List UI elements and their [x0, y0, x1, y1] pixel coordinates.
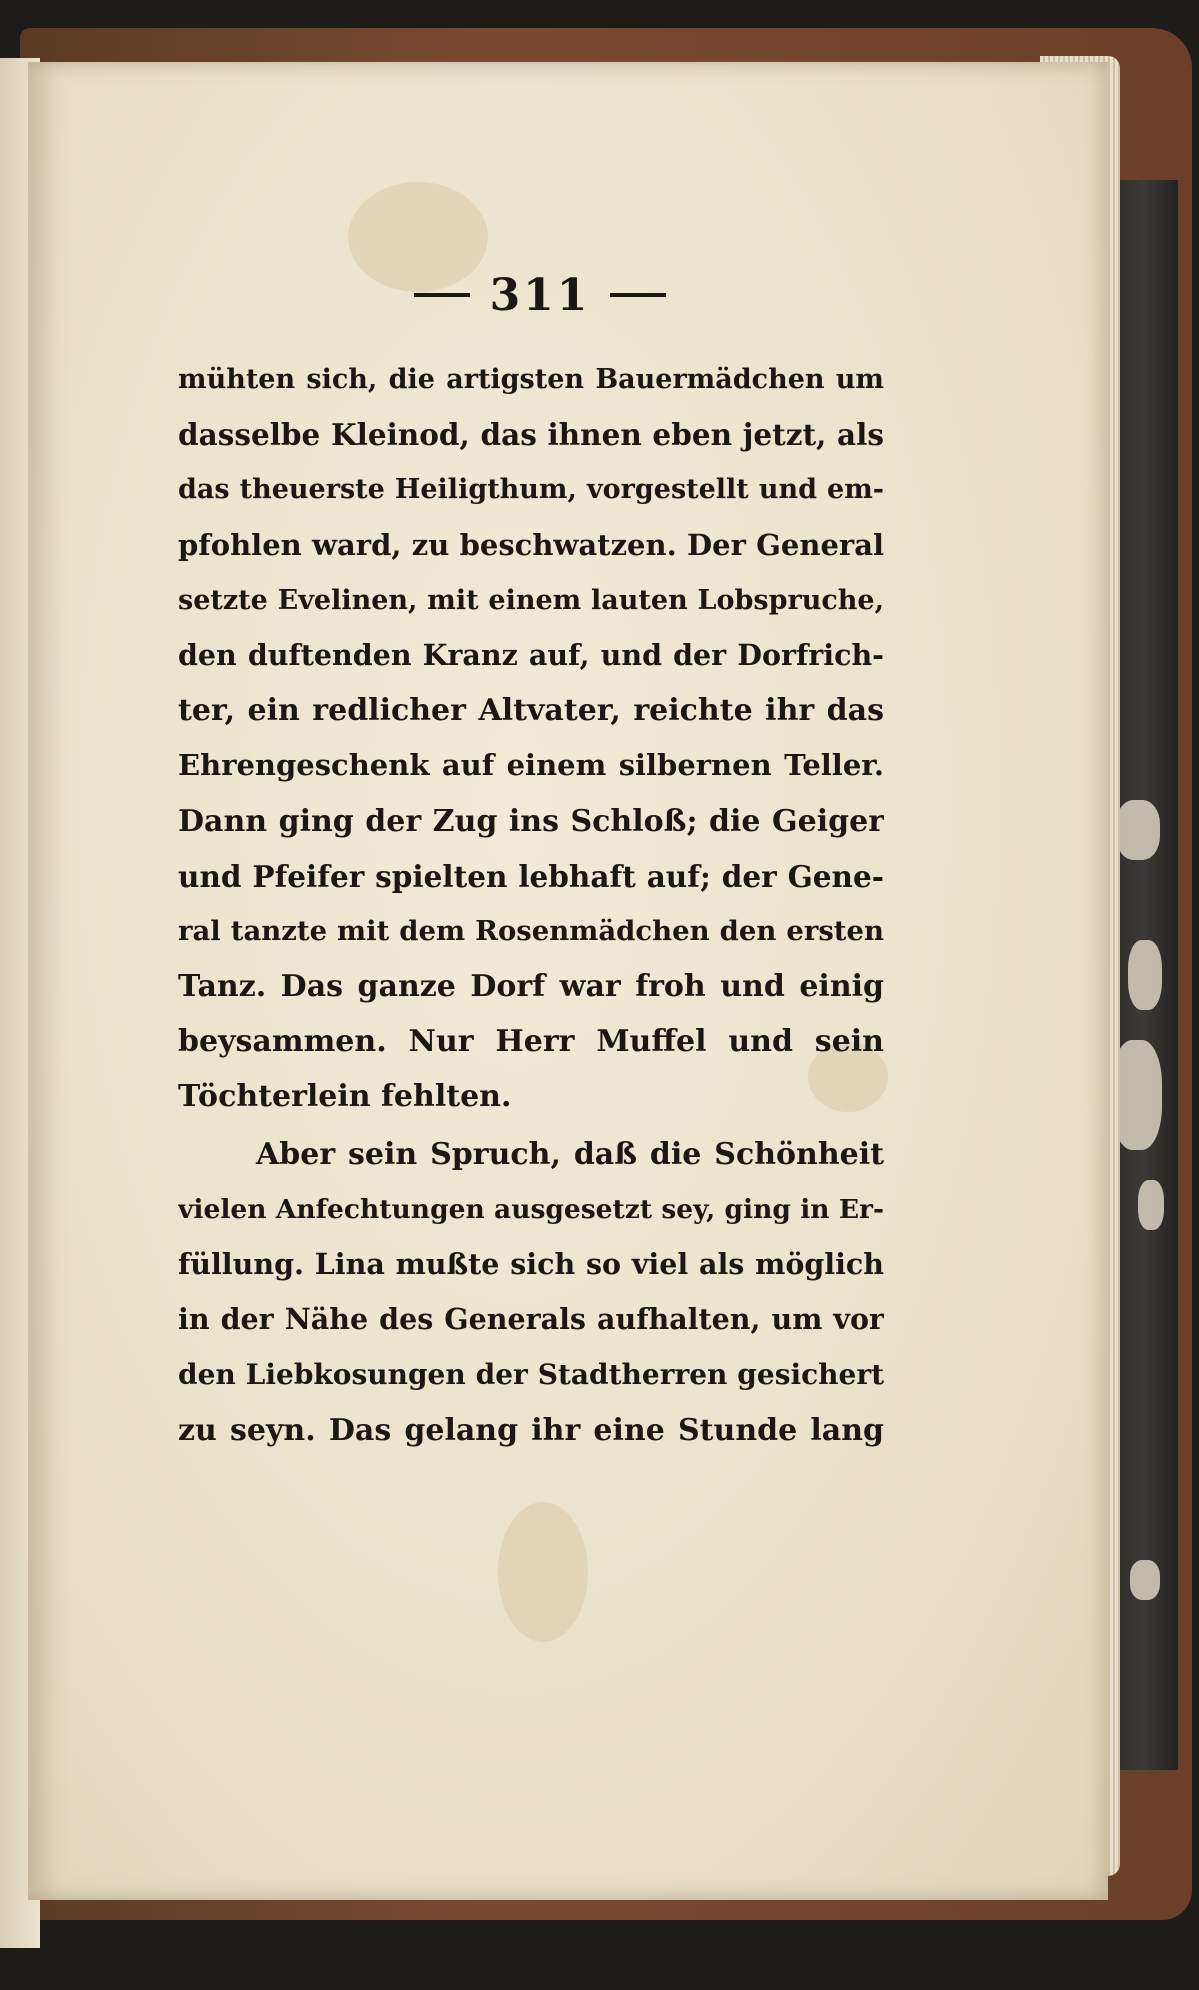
spine-wear-mark: [1128, 940, 1162, 1010]
spine-wear-mark: [1116, 800, 1160, 860]
paper-stain: [498, 1502, 588, 1642]
body-text: [178, 352, 884, 1458]
text-line: mühten sich, die artigsten Bauermädchen um: [178, 364, 884, 395]
text-line: pfohlen ward, zu beschwatzen. Der General: [178, 527, 884, 562]
text-line: Aber sein Spruch, daß die Schönheit: [256, 1136, 884, 1172]
text-line: vielen Anfechtungen ausgesetzt sey, ging in Er-: [178, 1193, 884, 1225]
text-line: füllung. Lina mußte sich so viel als möglich: [178, 1247, 884, 1281]
text-line: Ehrengeschenk auf einem silbernen Teller.: [178, 748, 884, 783]
text-line: setzte Evelinen, mit einem lauten Lobspruche,: [178, 584, 884, 616]
text-line: zu seyn. Das gelang ihr eine Stunde lang: [178, 1412, 884, 1448]
text-line: den Liebkosungen der Stadtherren gesichert: [178, 1358, 884, 1392]
text-line: den duftenden Kranz auf, und der Dorfrich-: [178, 637, 884, 672]
header-dash-left: [414, 293, 470, 297]
spine-wear-mark: [1130, 1560, 1160, 1600]
header-dash-right: [610, 293, 666, 297]
text-line: und Pfeifer spielten lebhaft auf; der Gene-: [178, 858, 884, 894]
text-line: Tanz. Das ganze Dorf war froh und einig: [178, 969, 884, 1005]
page-number: 311: [489, 269, 591, 321]
spine-wear-mark: [1138, 1180, 1164, 1230]
text-line: das theuerste Heiligthum, vorgestellt und em-: [178, 474, 884, 506]
text-line: in der Nähe des Generals aufhalten, um vor: [178, 1302, 884, 1337]
text-line: ral tanzte mit dem Rosenmädchen den ersten: [178, 914, 884, 947]
page-header: [400, 260, 680, 330]
text-line: Töchterlein fehlten.: [178, 1079, 512, 1115]
text-line: Dann ging der Zug ins Schloß; die Geiger: [178, 803, 884, 839]
text-line: dasselbe Kleinod, das ihnen eben jetzt, als: [178, 417, 884, 453]
text-line: ter, ein redlicher Altvater, reichte ihr das: [178, 693, 884, 729]
text-line: beysammen. Nur Herr Muffel und sein: [178, 1024, 884, 1060]
